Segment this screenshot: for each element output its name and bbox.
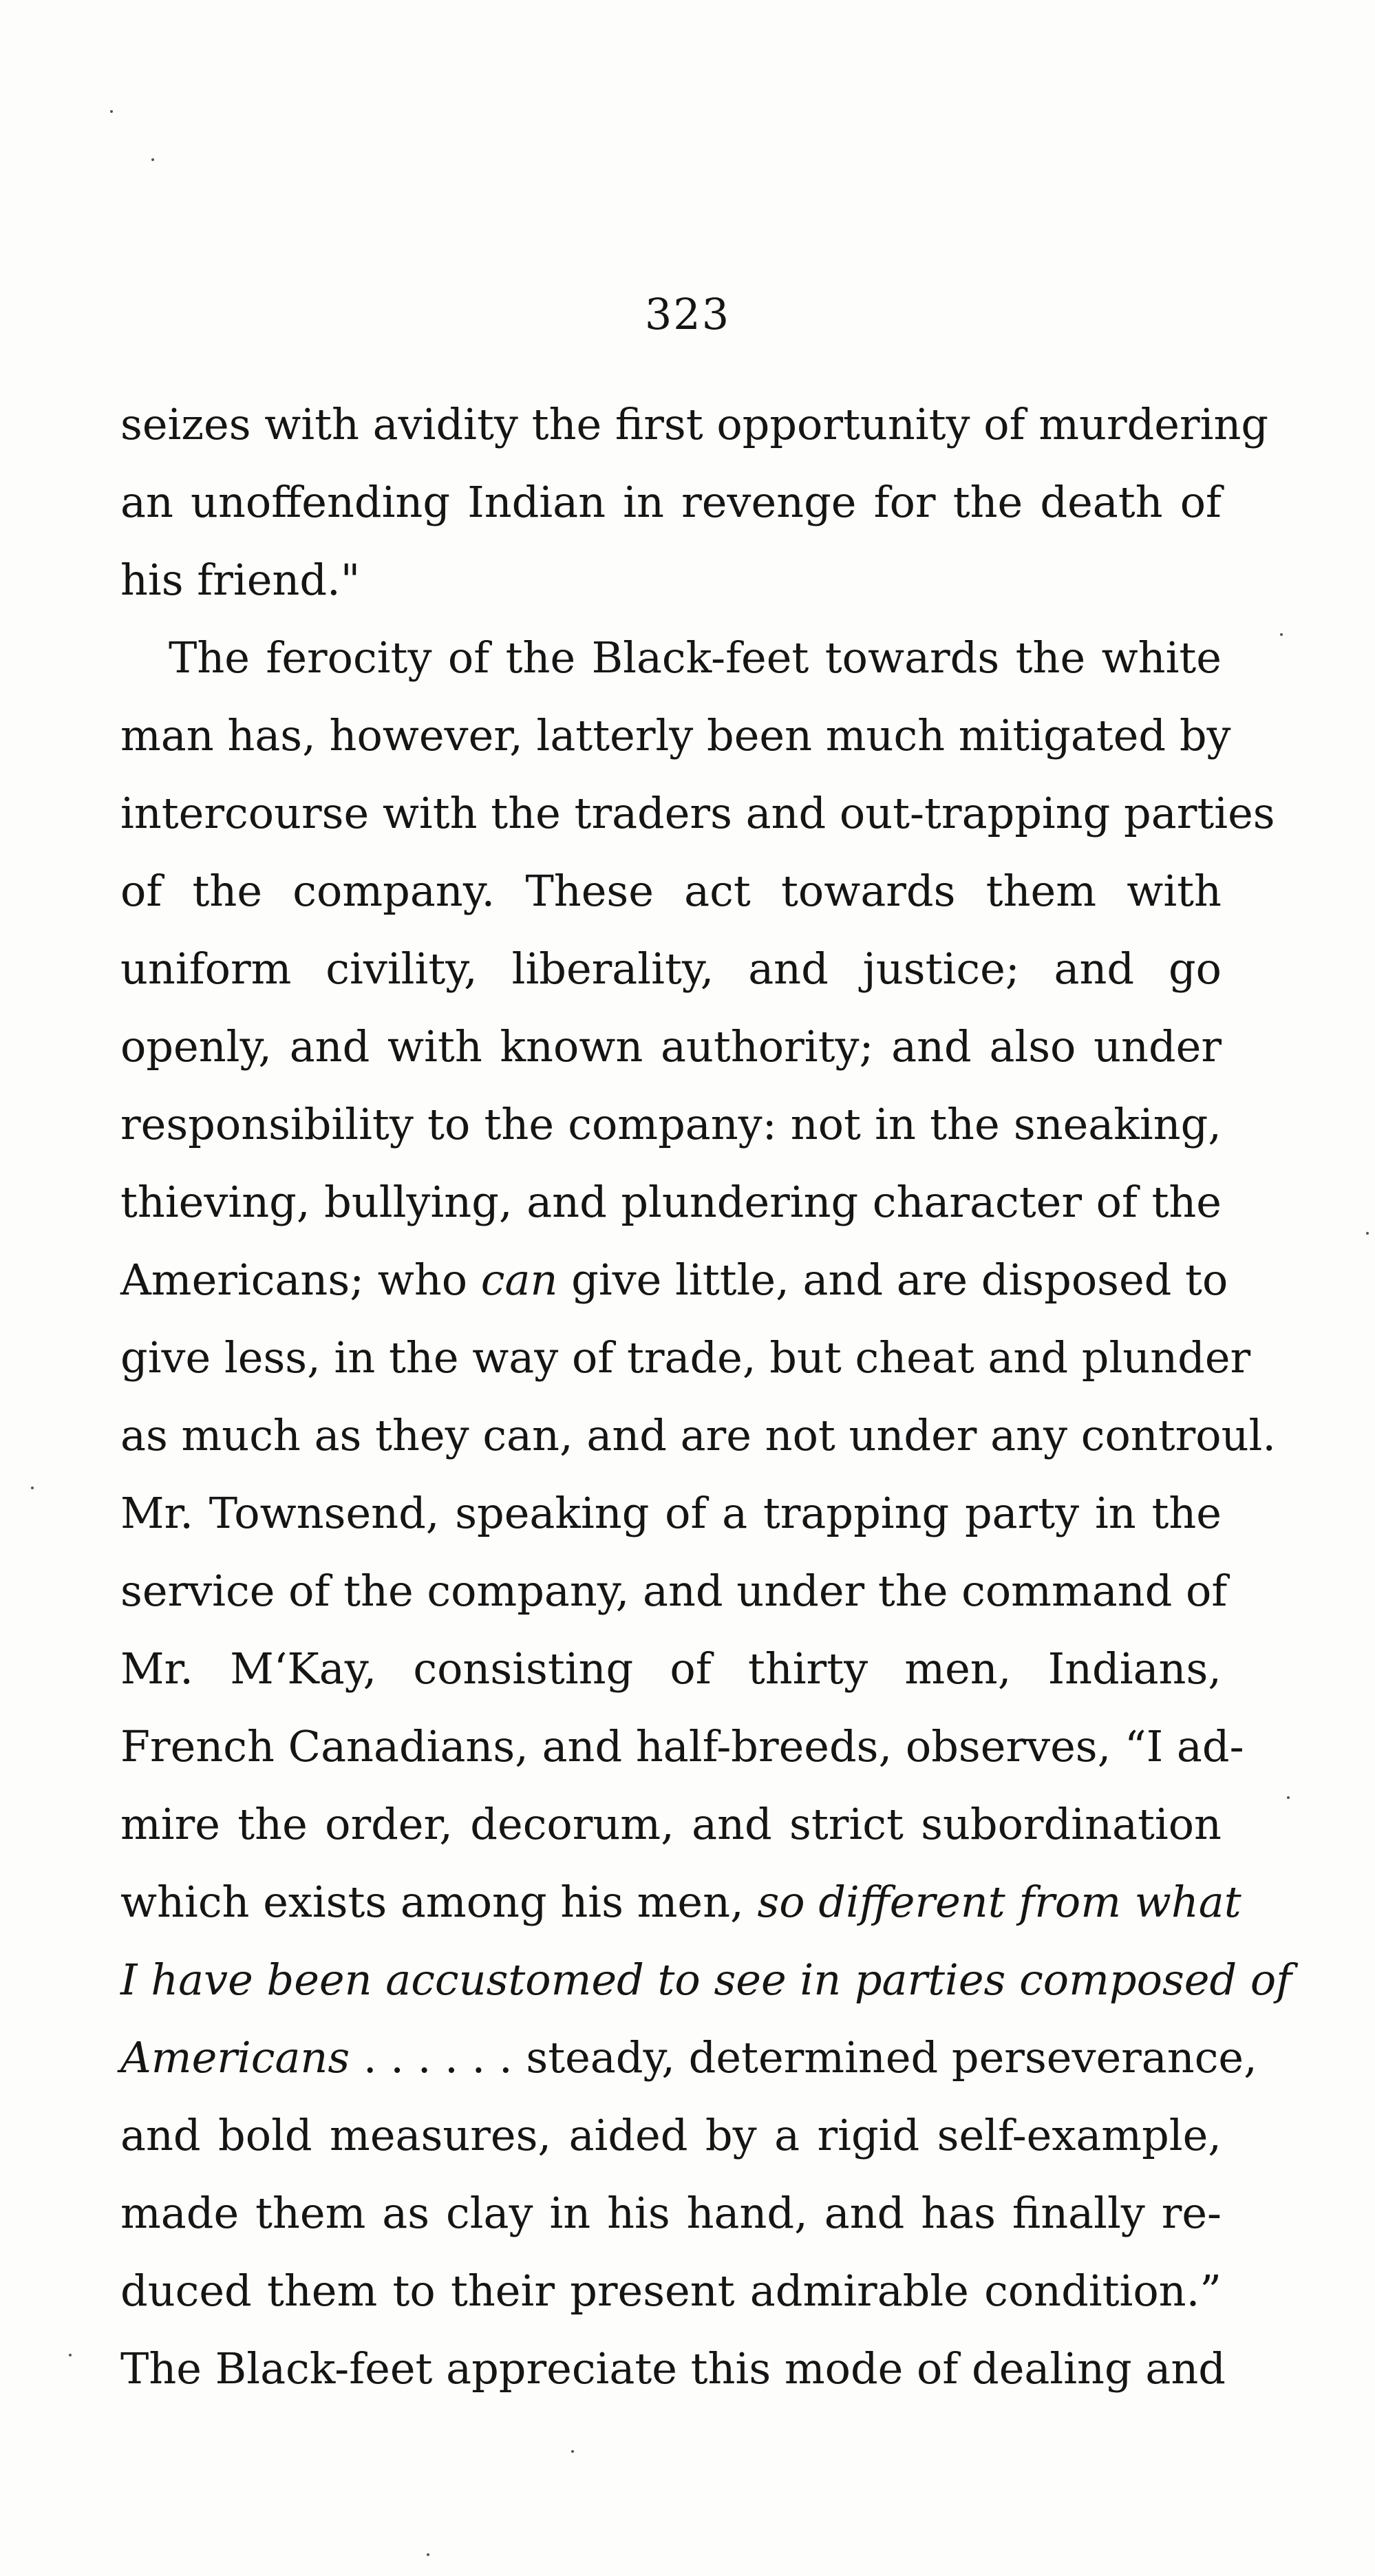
text-line <box>120 1630 1222 1707</box>
text-line <box>120 463 1222 541</box>
text-line <box>120 385 1269 463</box>
text-line <box>120 774 1275 852</box>
text-span: give less, in the way of trade, but cheat and plunder <box>120 1332 1251 1383</box>
text-line <box>120 2096 1222 2174</box>
text-span: uniform civility, liberality, and justice; and go <box>120 944 1222 994</box>
scan-speck <box>110 110 113 113</box>
page-number: 323 <box>644 289 731 339</box>
text-line <box>120 1008 1222 1085</box>
text-span: Americans <box>120 2032 350 2083</box>
text-span: The Black-feet appreciate this mode of dealing and <box>120 2343 1226 2394</box>
text-span: and bold measures, aided by a rigid self-example, <box>120 2110 1222 2160</box>
text-span: I have been accustomed to see in parties composed of <box>120 1955 1292 2005</box>
text-line <box>120 1319 1251 1396</box>
text-line <box>120 1863 1241 1941</box>
text-span: Americans; who <box>120 1255 481 1305</box>
scan-speck <box>1280 633 1283 636</box>
text-span: openly, and with known authority; and also under <box>120 1021 1222 1072</box>
text-line <box>120 2252 1222 2330</box>
scan-speck <box>1366 1232 1369 1235</box>
text-span: Mr. Townsend, speaking of a trapping party in the <box>120 1488 1222 1538</box>
text-line <box>120 852 1222 930</box>
text-line <box>120 1707 1244 1785</box>
text-span: of the company. These act towards them with <box>120 866 1222 916</box>
text-span: his friend." <box>120 555 361 605</box>
text-line <box>120 1396 1277 1474</box>
text-line <box>120 696 1231 774</box>
text-line <box>120 541 1222 619</box>
text-span: duced them to their present admirable condition.” <box>120 2266 1222 2316</box>
text-span: thieving, bullying, and plundering character of the <box>120 1177 1222 1227</box>
scan-speck <box>427 2553 429 2556</box>
text-line <box>120 2019 1257 2096</box>
text-line <box>120 1474 1222 1552</box>
text-line <box>120 2330 1226 2407</box>
text-span: an unoffending Indian in revenge for the death of <box>120 477 1222 527</box>
text-line <box>120 1163 1222 1241</box>
text-line <box>120 2174 1222 2252</box>
text-span: so different from what <box>757 1877 1241 1927</box>
text-line <box>120 1941 1292 2019</box>
text-line <box>120 930 1222 1008</box>
text-span: French Canadians, and half-breeds, observes, “I ad- <box>120 1721 1244 1771</box>
text-span: seizes with avidity the first opportunity of murdering <box>120 399 1269 449</box>
text-span: made them as clay in his hand, and has finally re- <box>120 2188 1222 2238</box>
scan-speck <box>151 158 154 161</box>
scan-speck <box>1287 1796 1290 1799</box>
text-span: Mr. M‘Kay, consisting of thirty men, Indians, <box>120 1643 1222 1694</box>
text-span: give little, and are disposed to <box>557 1255 1228 1305</box>
text-line <box>120 619 1222 696</box>
text-line <box>120 1785 1222 1863</box>
text-line <box>120 1552 1228 1630</box>
scan-speck <box>31 1487 34 1489</box>
body-text <box>120 385 1292 2407</box>
text-span: can <box>480 1255 558 1305</box>
text-span: which exists among his men, <box>120 1877 758 1927</box>
text-span: service of the company, and under the command of <box>120 1566 1228 1616</box>
text-span: mire the order, decorum, and strict subordination <box>120 1799 1222 1849</box>
text-line <box>120 1241 1228 1319</box>
text-span: responsibility to the company: not in the sneaking, <box>120 1099 1222 1149</box>
text-span: as much as they can, and are not under any controul. <box>120 1410 1277 1460</box>
text-line <box>120 1085 1222 1163</box>
text-span: . . . . . . steady, determined perseverance, <box>350 2032 1257 2083</box>
text-span: The ferocity of the Black-feet towards the white <box>169 632 1222 683</box>
scan-speck <box>69 2354 72 2356</box>
text-span: intercourse with the traders and out-trapping parties <box>120 788 1275 838</box>
text-span: man has, however, latterly been much mitigated by <box>120 710 1231 760</box>
scan-speck <box>571 2450 574 2453</box>
